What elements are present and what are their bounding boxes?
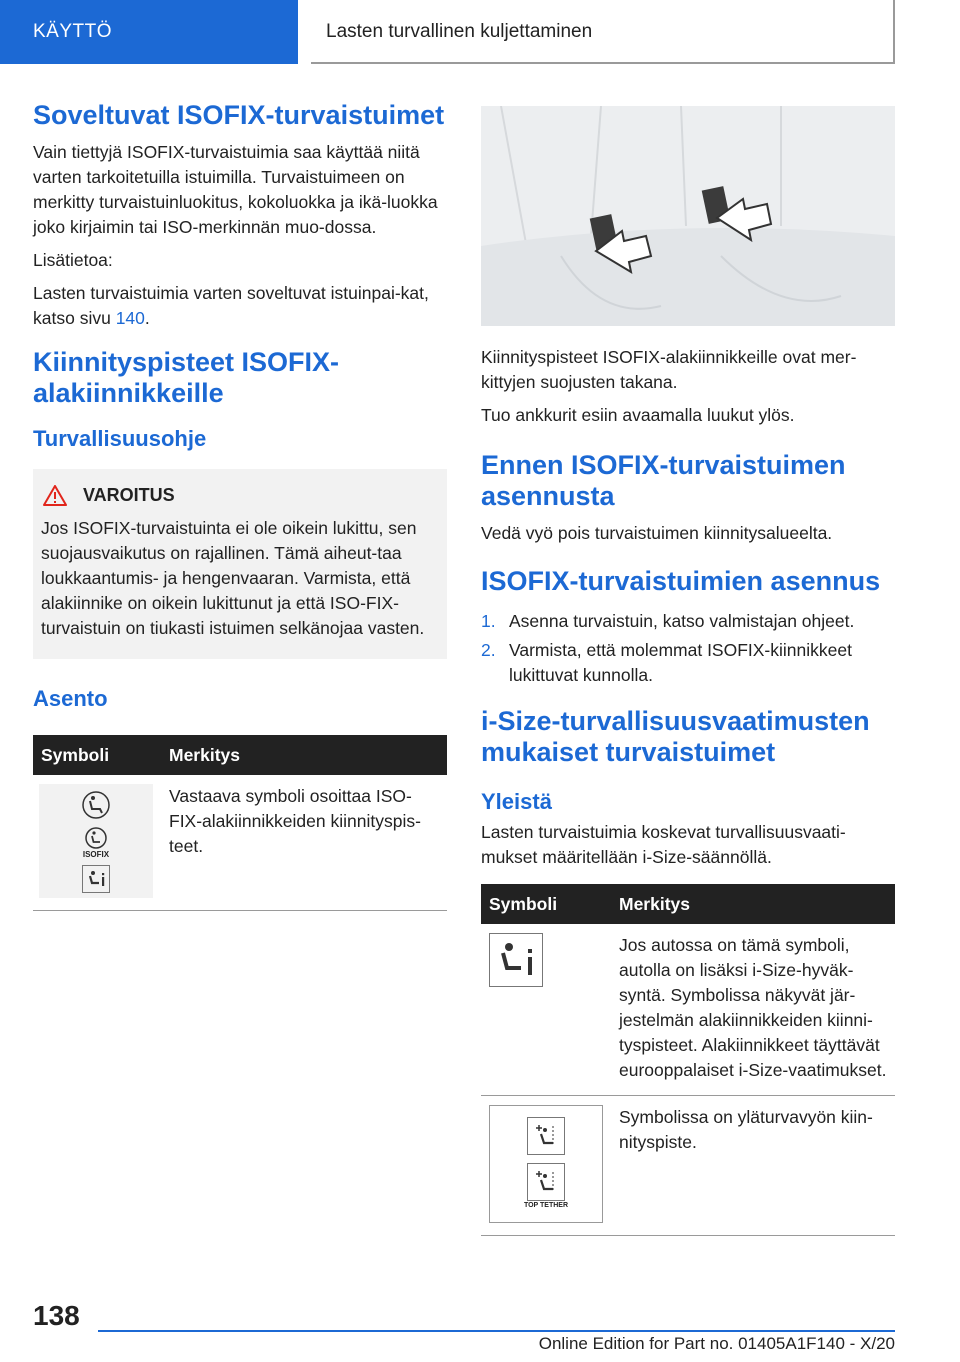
- header-chapter: Lasten turvallinen kuljettaminen: [311, 0, 895, 64]
- rear-seat-photo: [481, 106, 895, 326]
- list-item: 1. Asenna turvaistuin, katso valmistajan ohjeet.: [481, 611, 855, 631]
- isofix-icon-label: ISOFIX: [82, 849, 110, 859]
- warning-title: VAROITUS: [41, 485, 439, 506]
- table-cell-meaning: Symbolissa on yläturvavyön kiin-nityspiste.: [611, 1096, 895, 1236]
- right-column: [481, 106, 895, 1236]
- heading-safety-note: Turvallisuusohje: [33, 426, 207, 451]
- warning-triangle-icon: [43, 485, 67, 506]
- heading-position: Asento: [33, 686, 108, 711]
- table-header-symbol: Symboli: [481, 884, 611, 924]
- paragraph-more-info: Lisätietoa:: [33, 250, 113, 270]
- heading-before-install: Ennen ISOFIX-turvaistuimen asennusta: [481, 450, 846, 511]
- list-item: 2. Varmista, että molemmat ISOFIX-kiinnikkeet lukittuvat kunnolla.: [481, 640, 852, 685]
- top-tether-anchor-icon: [527, 1163, 565, 1201]
- footer-divider: [98, 1330, 895, 1332]
- symbol-table-isize: [481, 884, 895, 1236]
- table-header-meaning: Merkitys: [161, 735, 447, 775]
- paragraph-anchors: Tuo ankkurit esiin avaamalla luukut ylös.: [481, 405, 795, 425]
- heading-isofix-anchors: Kiinnityspisteet ISOFIX-alakiinnikkeille: [33, 347, 340, 408]
- paragraph-suitable: Vain tiettyjä ISOFIX-turvaistuimia saa käyttää niitä varten tarkoitetuilla istuimilla. Turvaistuimeen on merkitty turvaistuinluokitus, kokoluokka ja ikä-luokka joko kirjaimin tai ISO-merkinnän muo-dossa.: [33, 142, 438, 237]
- paragraph-general: Lasten turvaistuimia koskevat turvallisuusvaati-mukset määritellään i-Size-säännöllä.: [481, 822, 846, 867]
- warning-box: [33, 469, 447, 659]
- table-header-symbol: Symboli: [33, 735, 161, 775]
- heading-installation: ISOFIX-turvaistuimien asennus: [481, 566, 881, 596]
- photo-caption: Kiinnityspisteet ISOFIX-alakiinnikkeille ovat mer-kittyjen suojusten takana.: [481, 347, 857, 392]
- paragraph-seat-positions: Lasten turvaistuimia varten soveltuvat istuinpai-kat, katso sivu 140.: [33, 283, 429, 328]
- top-tether-symbols: [489, 1105, 603, 1223]
- isize-frame-icon: [82, 865, 110, 893]
- table-row: [481, 1096, 895, 1236]
- warning-text: Jos ISOFIX-turvaistuinta ei ole oikein lukittu, sen suojausvaikutus on rajallinen. Tämä aiheut-taa loukkaantumis- ja hengenvaaran. Varmista, että alakiinnike on oikein lukittunut ja että ISO-FIX-turvaistuin on tiukasti istuimen selkänojaa vasten.: [41, 518, 425, 638]
- paragraph-before: Vedä vyö pois turvaistuimen kiinnitysalueelta.: [481, 523, 833, 543]
- table-cell-meaning: Jos autossa on tämä symboli, autolla on lisäksi i-Size-hyväk-syntä. Symbolissa näkyvät jär-jestelmän alakiinnikkeiden kiinni-tyspisteet. Alakiinnikkeet täyttävät eurooppalaiset i-Size-vaatimukset.: [611, 924, 895, 1096]
- isize-seat-icon: [489, 933, 543, 987]
- isofix-anchor-icon: [84, 826, 108, 850]
- page-link[interactable]: 140: [115, 308, 145, 328]
- footer-edition: Online Edition for Part no. 01405A1F140 - X/20: [538, 1334, 895, 1353]
- isofix-symbols: [39, 784, 153, 898]
- isofix-seat-icon: [81, 790, 111, 820]
- heading-general: Yleistä: [481, 789, 552, 814]
- table-header-meaning: Merkitys: [611, 884, 895, 924]
- install-steps: [481, 609, 895, 688]
- left-column: [33, 100, 447, 911]
- top-tether-label: TOP TETHER: [523, 1202, 569, 1209]
- top-tether-icon: [527, 1117, 565, 1155]
- header-section: KÄYTTÖ: [0, 0, 298, 64]
- heading-isize: i-Size-turvallisuusvaatimusten mukaiset turvaistuimet: [481, 706, 870, 767]
- page-number: 138: [33, 1300, 80, 1331]
- table-row: [481, 924, 895, 1096]
- heading-suitable-isofix: Soveltuvat ISOFIX-turvaistuimet: [33, 100, 445, 130]
- table-row: [33, 775, 447, 911]
- symbol-table-isofix: [33, 735, 447, 911]
- table-cell-meaning: Vastaava symboli osoittaa ISO-FIX-alakiinnikkeiden kiinnityspis-teet.: [161, 775, 447, 911]
